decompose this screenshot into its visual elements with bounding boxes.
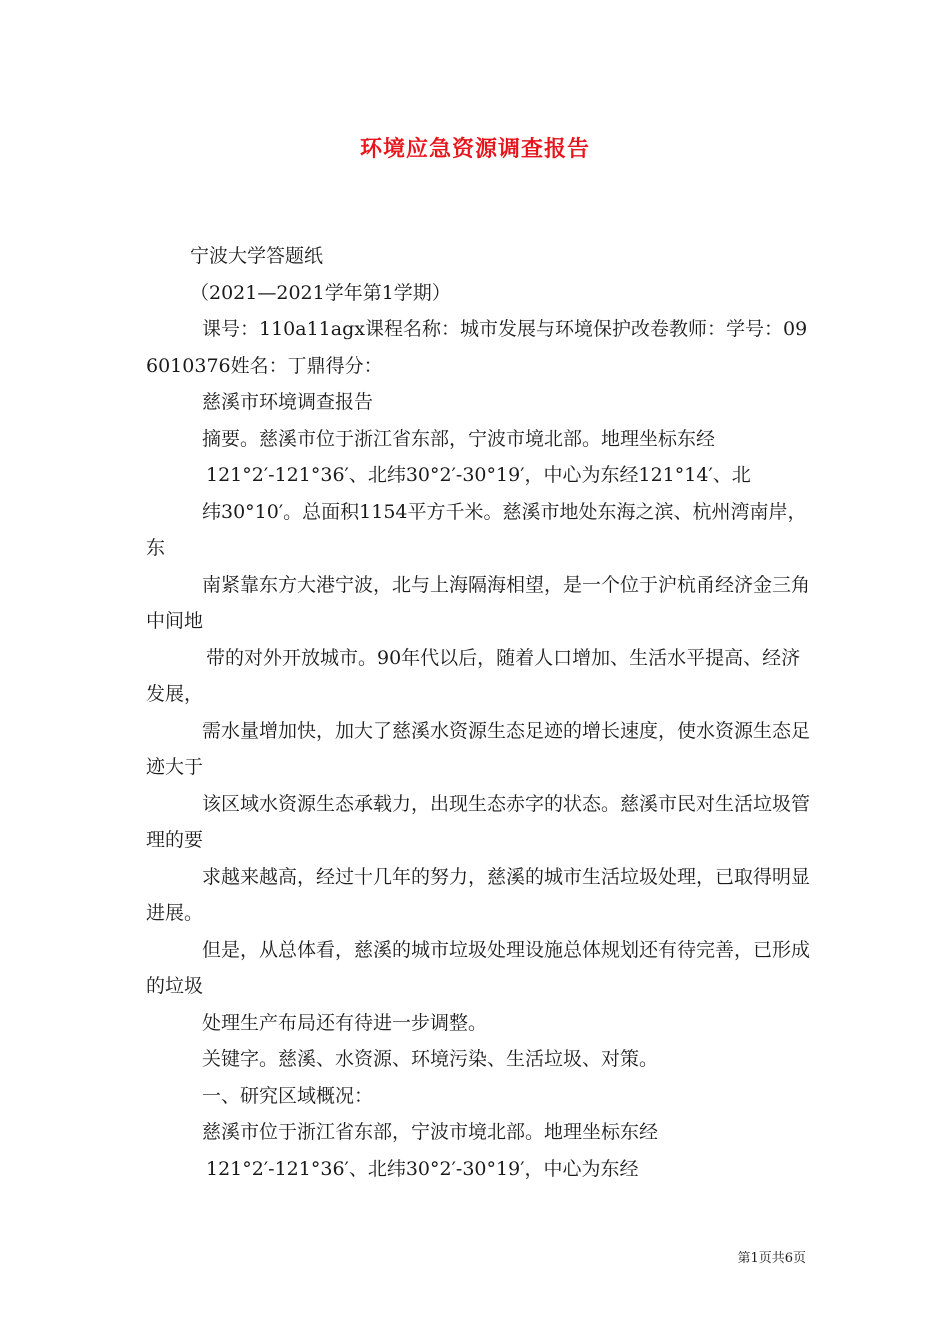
section-paragraph: 慈溪市位于浙江省东部，宁波市境北部。地理坐标东经 <box>202 1121 659 1143</box>
section-paragraph: 121°2′-121°36′、北纬30°2′-30°19′，中心为东经 <box>206 1157 639 1180</box>
abstract-paragraph: 121°2′-121°36′、北纬30°2′-30°19′，中心为东经121°14′、北 <box>206 464 751 486</box>
document-body <box>146 238 810 1187</box>
abstract-paragraph: 求越来越高，经过十几年的努力，慈溪的城市生活垃圾处理，已取得明显进展。 <box>146 865 811 924</box>
abstract-paragraph: 带的对外开放城市。90年代以后，随着人口增加、生活水平提高、经济发展， <box>146 646 801 705</box>
abstract-paragraph: 南紧靠东方大港宁波，北与上海隔海相望，是一个位于沪杭甬经济金三角中间地 <box>146 573 811 632</box>
abstract-paragraph: 处理生产布局还有待进一步调整。 <box>202 1011 488 1034</box>
abstract-paragraph: 纬30°10′。总面积1154平方千米。慈溪市地处东海之滨、杭州湾南岸，东 <box>146 500 807 559</box>
keywords-line: 关键字。慈溪、水资源、环境污染、生活垃圾、对策。 <box>202 1048 659 1070</box>
abstract-paragraph: 需水量增加快，加大了慈溪水资源生态足迹的增长速度，使水资源生态足迹大于 <box>146 719 811 778</box>
answer-sheet-heading: 宁波大学答题纸 <box>190 245 324 267</box>
abstract-paragraph: 但是，从总体看，慈溪的城市垃圾处理设施总体规划还有待完善，已形成的垃圾 <box>146 938 811 997</box>
section-heading: 一、研究区域概况： <box>202 1084 374 1107</box>
report-subtitle: 慈溪市环境调查报告 <box>202 391 374 413</box>
page-number: 第1页共6页 <box>737 1251 806 1266</box>
semester-line: （2021—2021学年第1学期） <box>190 281 451 304</box>
abstract-paragraph: 该区域水资源生态承载力，出现生态赤字的状态。慈溪市民对生活垃圾管理的要 <box>146 792 811 851</box>
course-info-line: 课号：110a11agx课程名称：城市发展与环境保护改卷教师：学号：096010376姓名：丁鼎得分： <box>146 318 808 377</box>
document-title: 环境应急资源调查报告 <box>359 136 590 162</box>
abstract-paragraph: 摘要。慈溪市位于浙江省东部，宁波市境北部。地理坐标东经 <box>202 427 716 450</box>
